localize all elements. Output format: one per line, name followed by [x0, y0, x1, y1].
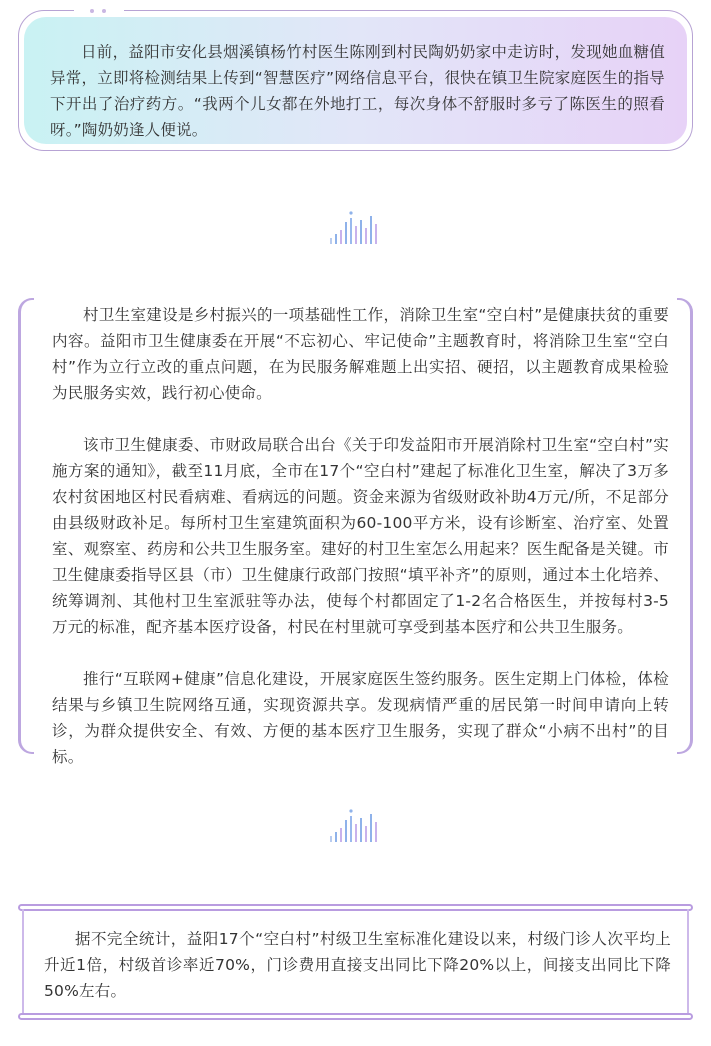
top-bar-decoration — [18, 904, 693, 911]
left-bracket-decoration — [18, 298, 34, 754]
paragraph-policy: 该市卫生健康委、市财政局联合出台《关于印发益阳市开展消除村卫生室“空白村”实施方案的通知》，截至11月底，全市在17个“空白村”建起了标准化卫生室，解决了3万多农村贫困地区村民看病难、看病远的问题。资金来源为省级财政补助4万元/所，不足部分由县级财政补足。每所村卫生室建筑面积为60-100平方米，设有诊断室、治疗室、处置室、观察室、药房和公共卫生服务室。建好的村卫生室怎么用起来？医生配备是关键。市卫生健康委指导区县（市）卫生健康行政部门按照“填平补齐”的原则，通过本土化培养、统筹调剂、其他村卫生室派驻等办法，使每个村都固定了1-2名合格医生，并按每村3-5万元的标准，配齐基本医疗设备，村民在村里就可享受到基本医疗和公共卫生服务。 — [52, 436, 669, 636]
statistics-card — [18, 904, 693, 1020]
paragraph-foundation: 村卫生室建设是乡村振兴的一项基础性工作，消除卫生室“空白村”是健康扶贫的重要内容。益阳市卫生健康委在开展“不忘初心、牢记使命”主题教育时，将消除卫生室“空白村”作为立行立改的重点问题，在为民服务解难题上出实招、硬招，以主题教育成果检验为民服务实效，践行初心使命。 — [52, 306, 669, 402]
paragraph-internet-health: 推行“互联网+健康”信息化建设，开展家庭医生签约服务。医生定期上门体检，体检结果与乡镇卫生院网络互通，实现资源共享。发现病情严重的居民第一时间申请向上转诊，为群众提供安全、有效、方便的基本医疗卫生服务，实现了群众“小病不出村”的目标。 — [52, 670, 669, 766]
intro-card — [18, 10, 693, 151]
statistics-paragraph: 据不完全统计，益阳17个“空白村”村级卫生室标准化建设以来，村级门诊人次平均上升近1倍，村级首诊率近70%，门诊费用直接支出同比下降20%以上，间接支出同比下降50%左右。 — [44, 930, 671, 1000]
bottom-bar-decoration — [18, 1013, 693, 1020]
intro-paragraph: 日前，益阳市安化县烟溪镇杨竹村医生陈刚到村民陶奶奶家中走访时，发现她血糖值异常，立即将检测结果上传到“智慧医疗”网络信息平台，很快在镇卫生院家庭医生的指导下开出了治疗药方。“我两个儿女都在外地打工，每次身体不舒服时多亏了陈医生的照看呀。”陶奶奶逢人便说。 — [50, 43, 665, 139]
card-tab-decoration — [74, 5, 124, 15]
bar-chart-decoration-icon — [328, 808, 384, 842]
right-bracket-decoration — [677, 298, 693, 754]
main-content-card — [18, 298, 693, 766]
right-side-line — [687, 909, 689, 1015]
left-side-line — [22, 909, 24, 1015]
intro-card-body — [24, 17, 687, 144]
bar-chart-decoration-icon — [328, 210, 384, 244]
